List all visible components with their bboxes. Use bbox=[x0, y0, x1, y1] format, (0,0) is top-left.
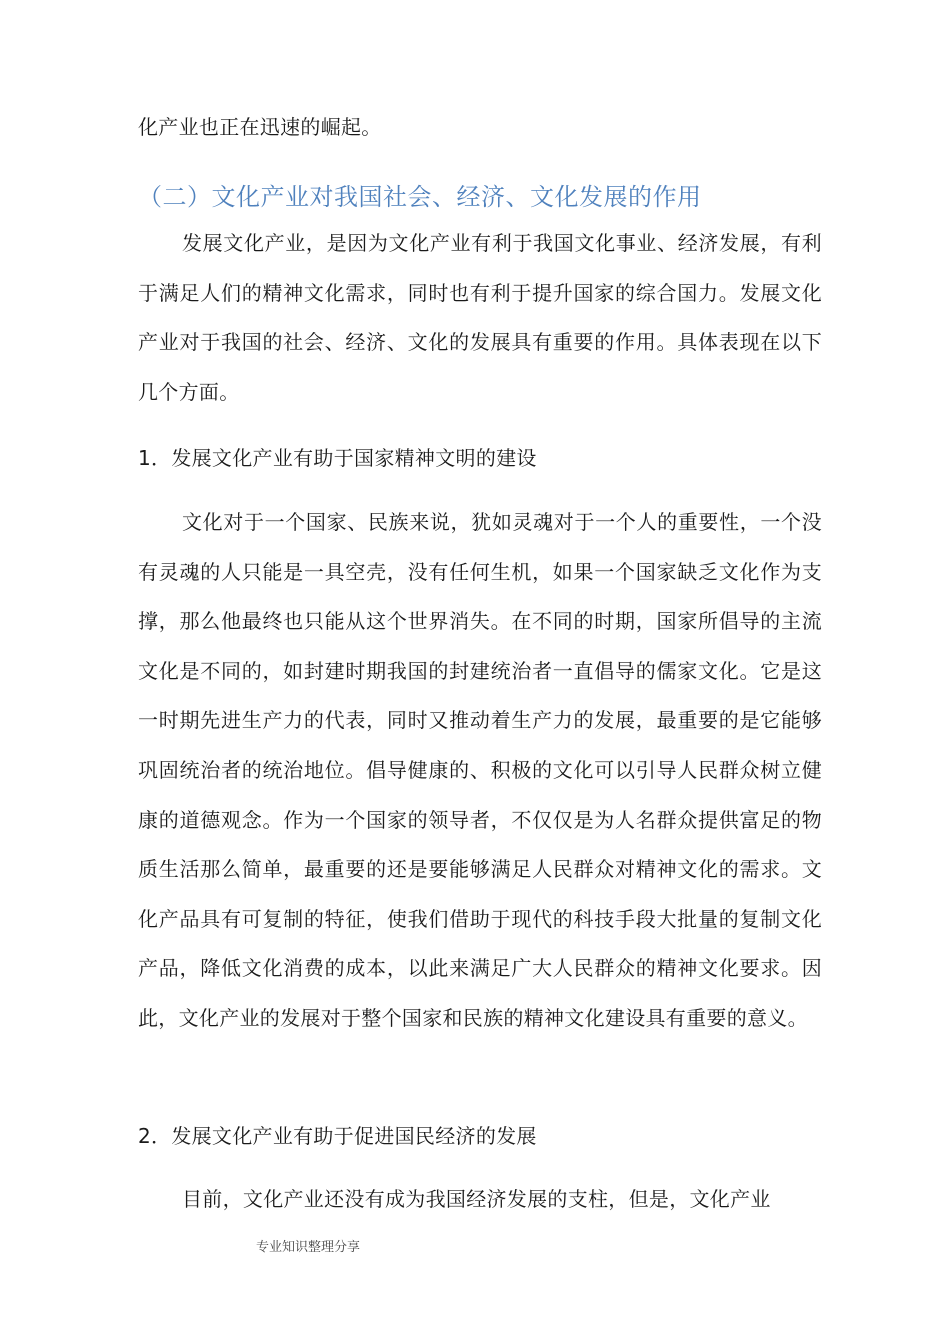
subsection-2-title: 2．发展文化产业有助于促进国民经济的发展 bbox=[138, 1124, 537, 1148]
carryover-paragraph: 化产业也正在迅速的崛起。 bbox=[138, 115, 382, 139]
section-heading: （二）文化产业对我国社会、经济、文化发展的作用 bbox=[138, 183, 702, 211]
intro-paragraph: 发展文化产业，是因为文化产业有利于我国文化事业、经济发展，有利于满足人们的精神文化需求，同时也有利于提升国家的综合国力。发展文化产业对于我国的社会、经济、文化的发展具有重要的作用。具体表现在以下几个方面。 bbox=[138, 231, 822, 404]
subsection-1-paragraph: 文化对于一个国家、民族来说，犹如灵魂对于一个人的重要性，一个没有灵魂的人只能是一具空壳，没有任何生机，如果一个国家缺乏文化作为支撑，那么他最终也只能从这个世界消失。在不同的时期，国家所倡导的主流文化是不同的，如封建时期我国的封建统治者一直倡导的儒家文化。它是这一时期先进生产力的代表，同时又推动着生产力的发展，最重要的是它能够巩固统治者的统治地位。倡导健康的、积极的文化可以引导人民群众树立健康的道德观念。作为一个国家的领导者，不仅仅是为人名群众提供富足的物质生活那么简单，最重要的还是要能够满足人民群众对精神文化的需求。文化产品具有可复制的特征，使我们借助于现代的科技手段大批量的复制文化产品，降低文化消费的成本，以此来满足广大人民群众的精神文化要求。因此，文化产业的发展对于整个国家和民族的精神文化建设具有重要的意义。 bbox=[138, 510, 822, 1030]
subsection-1-title: 1．发展文化产业有助于国家精神文明的建设 bbox=[138, 446, 537, 470]
subsection-2-paragraph: 目前，文化产业还没有成为我国经济发展的支柱，但是，文化产业 bbox=[182, 1187, 771, 1211]
page-footer: 专业知识整理分享 bbox=[256, 1240, 361, 1255]
